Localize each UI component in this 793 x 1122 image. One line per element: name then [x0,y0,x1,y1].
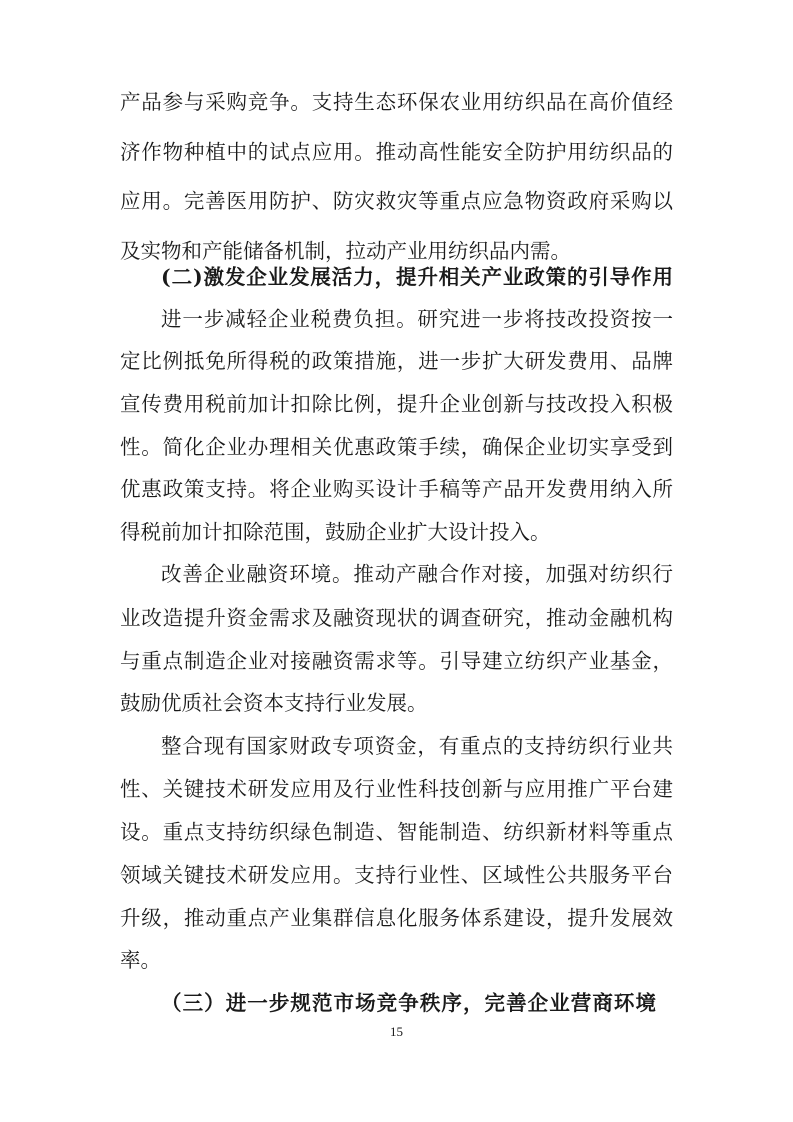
paragraph-line: 定比例抵免所得税的政策措施，进一步扩大研发费用、品牌 [120,349,673,373]
paragraph-line: 性。简化企业办理相关优惠政策手续，确保企业切实享受到 [120,435,673,459]
paragraph-line: 领域关键技术研发应用。支持行业性、区域性公共服务平台 [120,863,673,887]
paragraph-line: 宣传费用税前加计扣除比例，提升企业创新与技改投入积极 [120,392,673,416]
paragraph-line: 改善企业融资环境。推动产融合作对接，加强对纺织行 [161,562,673,586]
section-heading: (二)激发企业发展活力，提升相关产业政策的引导作用 [161,265,673,289]
paragraph-line: 业改造提升资金需求及融资现状的调查研究，推动金融机构 [120,606,673,630]
paragraph-line: 及实物和产能储备机制，拉动产业用纺织品内需。 [120,239,571,263]
paragraph-line: 与重点制造企业对接融资需求等。引导建立纺织产业基金， [120,649,673,673]
section-heading: （三）进一步规范市场竞争秩序，完善企业营商环境 [161,991,656,1015]
paragraph-line: 产品参与采购竞争。支持生态环保农业用纺织品在高价值经 [120,90,673,114]
paragraph-line: 得税前加计扣除范围，鼓励企业扩大设计投入。 [120,520,551,544]
paragraph-line: 优惠政策支持。将企业购买设计手稿等产品开发费用纳入所 [120,477,673,501]
paragraph-line: 进一步减轻企业税费负担。研究进一步将技改投资按一 [161,307,673,331]
paragraph-line: 应用。完善医用防护、防灾救灾等重点应急物资政府采购以 [120,189,673,213]
paragraph-line: 设。重点支持纺织绿色制造、智能制造、纺织新材料等重点 [120,820,673,844]
paragraph-line: 整合现有国家财政专项资金，有重点的支持纺织行业共 [161,734,673,758]
paragraph-line: 济作物种植中的试点应用。推动高性能安全防护用纺织品的 [120,140,673,164]
paragraph-line: 性、关键技术研发应用及行业性科技创新与应用推广平台建 [120,777,673,801]
page-number: 15 [390,1024,403,1039]
paragraph-line: 率。 [120,948,161,972]
paragraph-line: 升级，推动重点产业集群信息化服务体系建设，提升发展效 [120,906,673,930]
paragraph-line: 鼓励优质社会资本支持行业发展。 [120,691,428,715]
